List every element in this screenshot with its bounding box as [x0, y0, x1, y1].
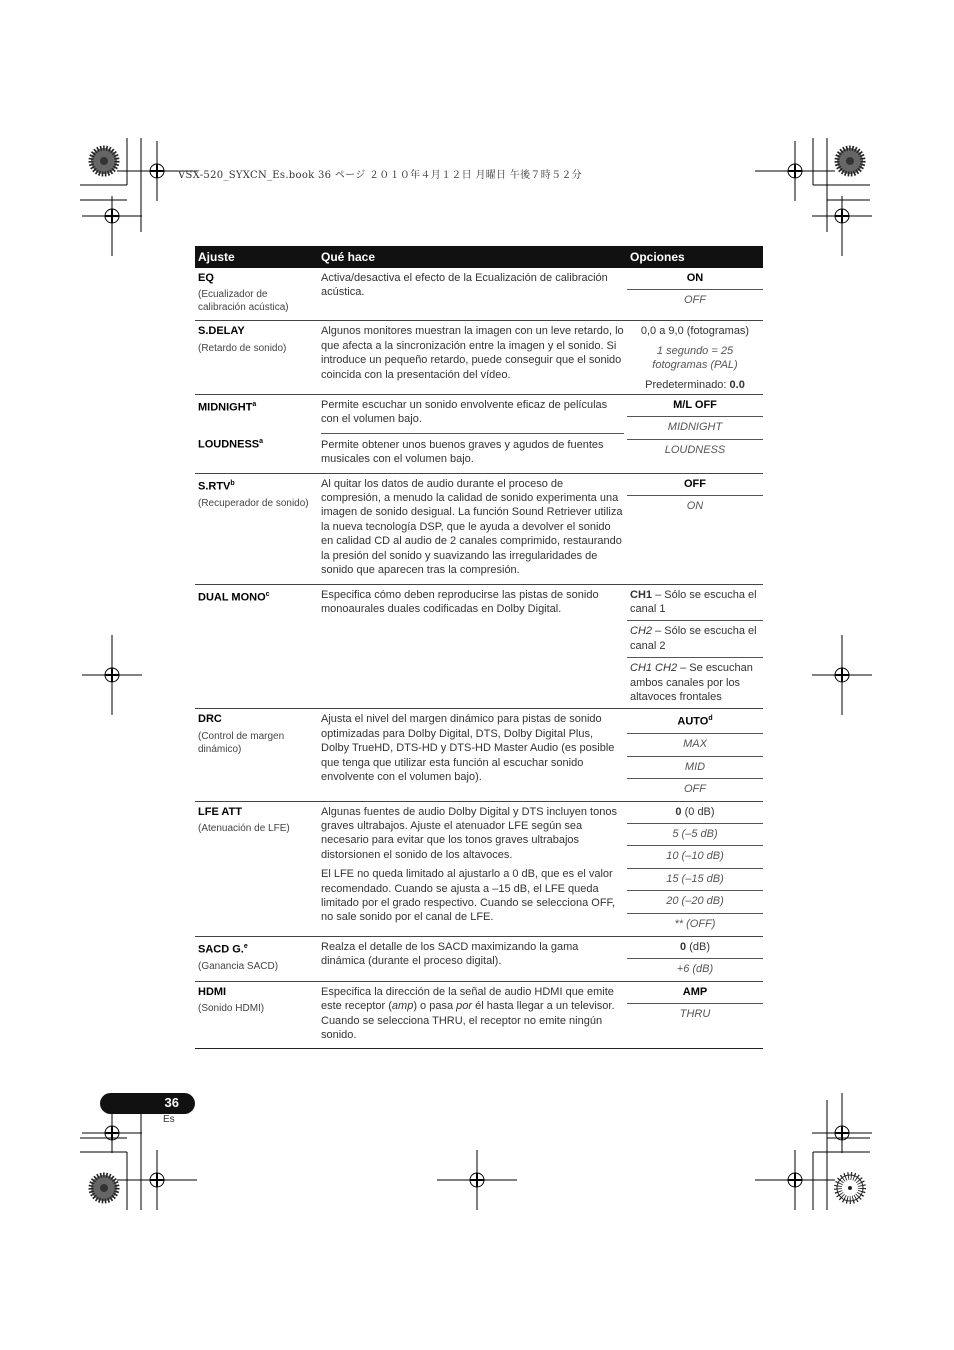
option: OFF [684, 783, 706, 796]
setting-name: EQ [198, 272, 214, 284]
setting-subtitle: (Atenuación de LFE) [198, 823, 290, 835]
setting-name: S.DELAY [198, 325, 245, 338]
table-row [195, 268, 763, 321]
setting-name: DRC [198, 713, 222, 726]
setting-description: Ajusta el nivel del margen dinámico para pistas de sonido optimizadas para Dolby Digital, DTS, Dolby Digital Plus, Dolby TrueHD, DTS-HD y DTS-HD Master Audio (es posible que tenga que utilizar esta función al escuchar sonido envolvente con el volumen bajo). [321, 713, 615, 783]
option-default: CH1 – Sólo se escucha el canal 1 [627, 585, 763, 622]
option: +6 (dB) [676, 963, 714, 976]
col-header-ajuste: Ajuste [195, 246, 318, 268]
print-header-line: VSX-520_SYXCN_Es.book 36 ページ ２０１０年４月１２日 月曜日 午後７時５２分 [178, 170, 582, 181]
table-row [195, 709, 763, 801]
option: 20 (–20 dB) [627, 891, 763, 913]
option-default: ON [627, 268, 763, 290]
setting-subtitle: (Ecualizador de calibración acústica) [198, 289, 289, 314]
table-row [195, 473, 763, 584]
setting-subtitle: (Recuperador de sonido) [198, 497, 309, 509]
language-code: Es [163, 1114, 175, 1125]
option: CH1 CH2 – Se escuchan ambos canales por los altavoces frontales [630, 662, 753, 703]
option: CH2 – Sólo se escucha el canal 2 [627, 621, 763, 658]
option: LOUDNESS [664, 443, 726, 456]
table-row [195, 321, 763, 395]
setting-name: HDMI [198, 985, 227, 998]
default-value: 0.0 [729, 378, 745, 391]
settings-table [195, 246, 763, 1049]
setting-subtitle: (Retardo de sonido) [198, 342, 287, 354]
table-row [195, 981, 763, 1049]
setting-description: Especifica cómo deben reproducirse las pistas de sonido monoaurales duales codificadas en Dolby Digital. [321, 588, 599, 615]
option-default: M/L OFF [627, 395, 763, 417]
option: 5 (–5 dB) [627, 824, 763, 846]
option: OFF [684, 294, 706, 307]
option: MIDNIGHT [627, 417, 763, 439]
option-range: 0,0 a 9,0 (fotogramas) [640, 325, 750, 338]
setting-description: Algunas fuentes de audio Dolby Digital y DTS incluyen tonos graves ultrabajos. Ajuste el atenuador LFE según sea necesario para evitar que los tonos graves ultrabajos distorsionen el sonido de los altavoces. [321, 805, 617, 861]
setting-name: DUAL MONO$^c$ [198, 590, 270, 604]
option: THRU [679, 1008, 711, 1021]
setting-description: El LFE no queda limitado al ajustarlo a 0 dB, que es el valor recomendado. Cuando se ajusta a –15 dB, el LFE queda limitado por el grado respectivo. Cuando se selecciona OFF, no sale sonido por el canal de LFE. [321, 868, 616, 924]
option-default: AMP [627, 982, 763, 1004]
option-default: 0 (0 dB) [627, 802, 763, 824]
table-row [195, 584, 763, 709]
option-note: 1 segundo = 25 fotogramas (PAL) [652, 344, 738, 372]
setting-name: S.RTV$^b$ [198, 479, 235, 493]
option: ON [686, 500, 704, 513]
default-label: Predeterminado: [645, 378, 730, 391]
col-header-opciones: Opciones [627, 246, 763, 268]
setting-subtitle: (Ganancia SACD) [198, 960, 279, 972]
setting-description: Permite obtener unos buenos graves y agudos de fuentes musicales con el volumen bajo. [321, 438, 604, 466]
setting-name: LOUDNESS$^a$ [198, 438, 264, 451]
option-default: AUTO$^d$ [627, 709, 763, 734]
table-row [195, 936, 763, 981]
option: ** (OFF) [674, 917, 716, 930]
option: MID [627, 757, 763, 779]
setting-description: Algunos monitores muestran la imagen con un leve retardo, lo que afecta a la sincronización entre la imagen y el sonido. Si introduce un pequeño retardo, puede conseguir que el sonido coincida con la presentación del vídeo. [321, 325, 624, 381]
setting-name: MIDNIGHT$^a$ [198, 401, 257, 414]
setting-subtitle: (Control de margen dinámico) [198, 730, 285, 755]
col-header-que-hace: Qué hace [318, 246, 627, 268]
page-number: 36 [100, 1093, 195, 1114]
setting-description: Especifica la dirección de la señal de audio HDMI que emite este receptor (amp) o pasa por él hasta llegar a un televisor. Cuando se selecciona THRU, el receptor no emite ningún sonido. [318, 981, 627, 1049]
option: MAX [627, 734, 763, 756]
setting-description: Activa/desactiva el efecto de la Ecualización de calibración acústica. [321, 272, 608, 299]
setting-description: Permite escuchar un sonido envolvente eficaz de películas con el volumen bajo. [321, 398, 624, 434]
setting-subtitle: (Sonido HDMI) [198, 1003, 265, 1015]
option: 15 (–15 dB) [627, 869, 763, 891]
option-default-value [627, 375, 763, 394]
table-row [195, 801, 763, 936]
setting-name: LFE ATT [198, 805, 242, 818]
setting-description: Al quitar los datos de audio durante el proceso de compresión, a menudo la calidad de sonido experimenta una imagen de sonido desigual. La función Sound Retriever utiliza la nueva tecnología DSP, que le ayuda a devolver el sonido en calidad CD al audio de 2 canales comprimido, restaurando la presión del sonido y suavizando las irregularidades de sonido que aparecen tras la compresión. [321, 477, 623, 577]
setting-name: SACD G.$^e$ [198, 942, 248, 956]
option-default: 0 (dB) [627, 937, 763, 959]
option-default: OFF [627, 474, 763, 496]
setting-description: Realza el detalle de los SACD maximizando la gama dinámica (durante el proceso digital). [321, 940, 579, 968]
option: 10 (–10 dB) [627, 846, 763, 868]
table-row [195, 395, 763, 474]
